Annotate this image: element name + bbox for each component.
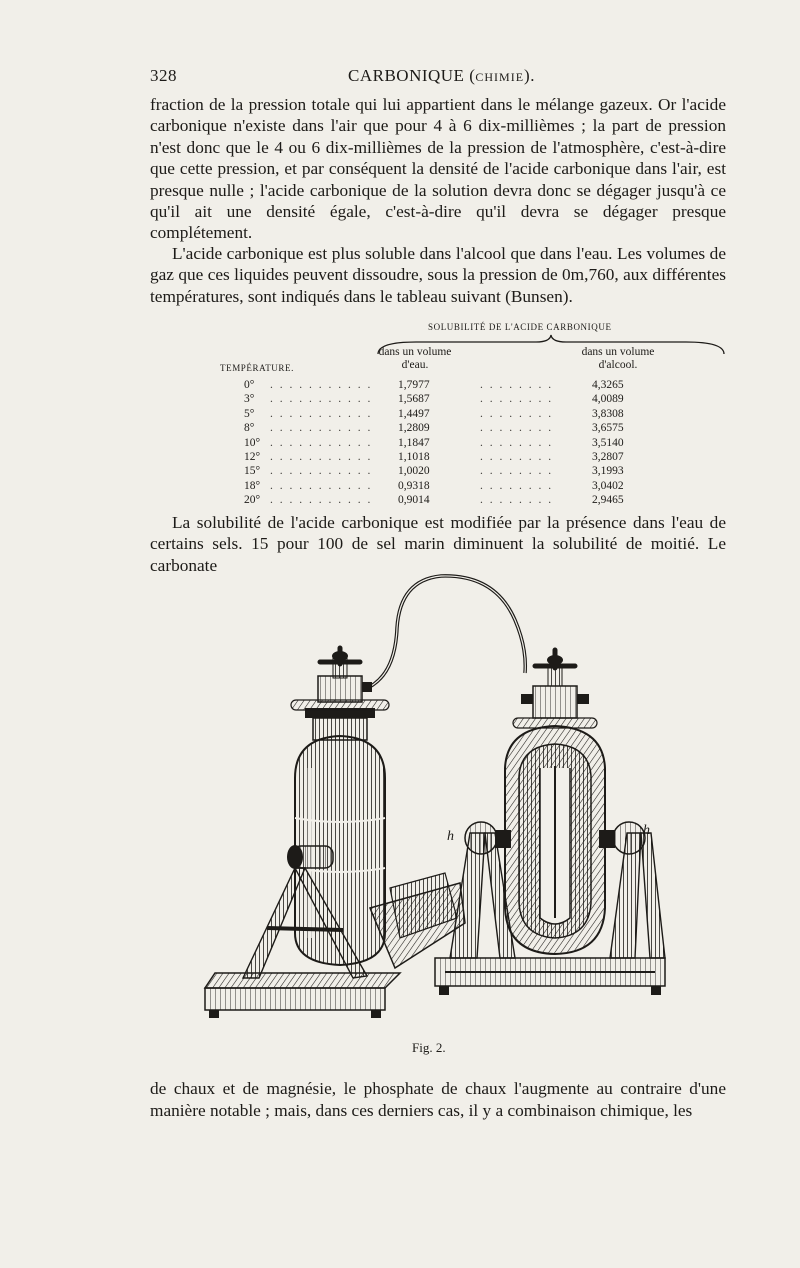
temperature-cell: 20° bbox=[244, 494, 261, 507]
col-head-temperature: TEMPÉRATURE. bbox=[220, 363, 294, 373]
col-head-water-l2: d'eau. bbox=[401, 359, 429, 371]
temperature-cell: 8° bbox=[244, 422, 255, 435]
dot-leader: . . . . . . . . bbox=[480, 393, 554, 406]
table-row bbox=[200, 378, 730, 392]
paragraph-2: L'acide carbonique est plus soluble dans l'alcool que dans l'eau. Les volumes de gaz que ces liquides peuvent dissoudre, sous la pression de 0m,760, aux différentes températures, sont indiqués dans le tableau suivant (Bunsen). bbox=[150, 244, 726, 306]
paragraph-1-block bbox=[150, 94, 726, 244]
paragraph-4: de chaux et de magnésie, le phosphate de chaux l'augmente au contraire d'une manière notable ; mais, dans ces derniers cas, il y a combinaison chimique, les bbox=[150, 1079, 726, 1120]
paragraph-1: fraction de la pression totale qui lui appartient dans le mélange gazeux. Or l'acide carbonique n'existe dans l'air que pour 4 à 6 dix-millièmes ; la part de pression n'est donc que le 4 ou 6 dix-millièmes de la pression de l'atmosphère, c'est-à-dire que cette pression, et par conséquent la densité de l'acide carbonique dans l'air, est presque nulle ; l'acide carbonique de la solution devra donc se dégager jusqu'à ce qu'il ait une densité égale, c'est-à-dire qu'il devra se dégager presque complétement. bbox=[150, 95, 726, 243]
running-header bbox=[150, 66, 730, 90]
alcohol-solubility-cell: 3,5140 bbox=[592, 436, 624, 449]
water-solubility-cell: 1,5687 bbox=[398, 393, 430, 406]
water-solubility-cell: 1,2809 bbox=[398, 422, 430, 435]
table-row bbox=[200, 392, 730, 406]
dot-leader: . . . . . . . . bbox=[480, 451, 554, 463]
water-solubility-cell: 1,1018 bbox=[398, 451, 430, 463]
alcohol-solubility-cell: 4,3265 bbox=[592, 379, 624, 391]
table-row bbox=[200, 450, 730, 464]
alcohol-solubility-cell: 3,0402 bbox=[592, 479, 624, 492]
dot-leader: . . . . . . . . bbox=[480, 379, 554, 391]
dot-leader: . . . . . . . . . . . bbox=[270, 479, 373, 492]
temperature-cell: 12° bbox=[244, 451, 261, 463]
table-title: SOLUBILITÉ DE L'ACIDE CARBONIQUE bbox=[428, 322, 612, 332]
dot-leader: . . . . . . . . bbox=[480, 407, 554, 420]
figure-caption: Fig. 2. bbox=[412, 1040, 446, 1055]
water-solubility-cell: 1,7977 bbox=[398, 379, 430, 391]
alcohol-solubility-cell: 4,0089 bbox=[592, 393, 624, 406]
paragraph-3: La solubilité de l'acide carbonique est modifiée par la présence dans l'eau de certains sels. 15 pour 100 de sel marin diminuent la solubilité de moitié. Le carbonate bbox=[150, 513, 726, 575]
table-row bbox=[200, 436, 730, 450]
table-row bbox=[200, 421, 730, 435]
dot-leader: . . . . . . . . bbox=[480, 465, 554, 478]
alcohol-solubility-cell: 3,8308 bbox=[592, 407, 624, 420]
col-head-water-l1: dans un volume bbox=[378, 346, 452, 358]
table-row bbox=[200, 479, 730, 493]
running-title-main: CARBONIQUE ( bbox=[348, 66, 476, 85]
water-solubility-cell: 1,1847 bbox=[398, 436, 430, 449]
dot-leader: . . . . . . . . bbox=[480, 494, 554, 507]
dot-leader: . . . . . . . . . . . bbox=[270, 379, 373, 391]
dot-leader: . . . . . . . . bbox=[480, 422, 554, 435]
dot-leader: . . . . . . . . . . . bbox=[270, 407, 373, 420]
alcohol-solubility-cell: 2,9465 bbox=[592, 494, 624, 507]
apparatus-illustration bbox=[195, 568, 685, 1038]
col-head-alcohol-l1: dans un volume bbox=[581, 346, 655, 358]
paragraph-4-block bbox=[150, 1078, 726, 1122]
paragraph-2-block bbox=[150, 243, 726, 307]
temperature-cell: 3° bbox=[244, 393, 255, 406]
dot-leader: . . . . . . . . . . . bbox=[270, 436, 373, 449]
page-number: 328 bbox=[150, 66, 177, 85]
dot-leader: . . . . . . . . bbox=[480, 479, 554, 492]
col-head-water bbox=[360, 346, 470, 372]
label-h-left: h bbox=[447, 829, 454, 844]
water-solubility-cell: 0,9318 bbox=[398, 479, 430, 492]
running-title-sub: CHIMIE bbox=[475, 70, 525, 84]
right-receiver bbox=[435, 650, 665, 995]
alcohol-solubility-cell: 3,2807 bbox=[592, 451, 624, 463]
dot-leader: . . . . . . . . . . . bbox=[270, 393, 373, 406]
temperature-cell: 5° bbox=[244, 407, 255, 420]
col-head-alcohol-l2: d'alcool. bbox=[598, 359, 638, 371]
label-h-right: h bbox=[643, 823, 650, 838]
table-row bbox=[200, 464, 730, 478]
alcohol-solubility-cell: 3,1993 bbox=[592, 465, 624, 478]
water-solubility-cell: 1,4497 bbox=[398, 407, 430, 420]
water-solubility-cell: 0,9014 bbox=[398, 494, 430, 507]
paragraph-3-block bbox=[150, 512, 726, 576]
running-title bbox=[348, 66, 535, 86]
running-title-close: ). bbox=[524, 66, 535, 85]
table-row bbox=[200, 493, 730, 507]
dot-leader: . . . . . . . . . . . bbox=[270, 451, 373, 463]
connecting-tube bbox=[363, 576, 525, 690]
temperature-cell: 18° bbox=[244, 479, 261, 492]
table-row bbox=[200, 407, 730, 421]
dot-leader: . . . . . . . . . . . bbox=[270, 422, 373, 435]
col-head-alcohol bbox=[558, 346, 678, 372]
alcohol-solubility-cell: 3,6575 bbox=[592, 422, 624, 435]
dot-leader: . . . . . . . . bbox=[480, 436, 554, 449]
solubility-table bbox=[200, 320, 730, 507]
dot-leader: . . . . . . . . . . . bbox=[270, 494, 373, 507]
left-generator bbox=[205, 648, 465, 1018]
temperature-cell: 15° bbox=[244, 465, 261, 478]
dot-leader: . . . . . . . . . . . bbox=[270, 465, 373, 478]
temperature-cell: 0° bbox=[244, 379, 255, 391]
temperature-cell: 10° bbox=[244, 436, 261, 449]
water-solubility-cell: 1,0020 bbox=[398, 465, 430, 478]
